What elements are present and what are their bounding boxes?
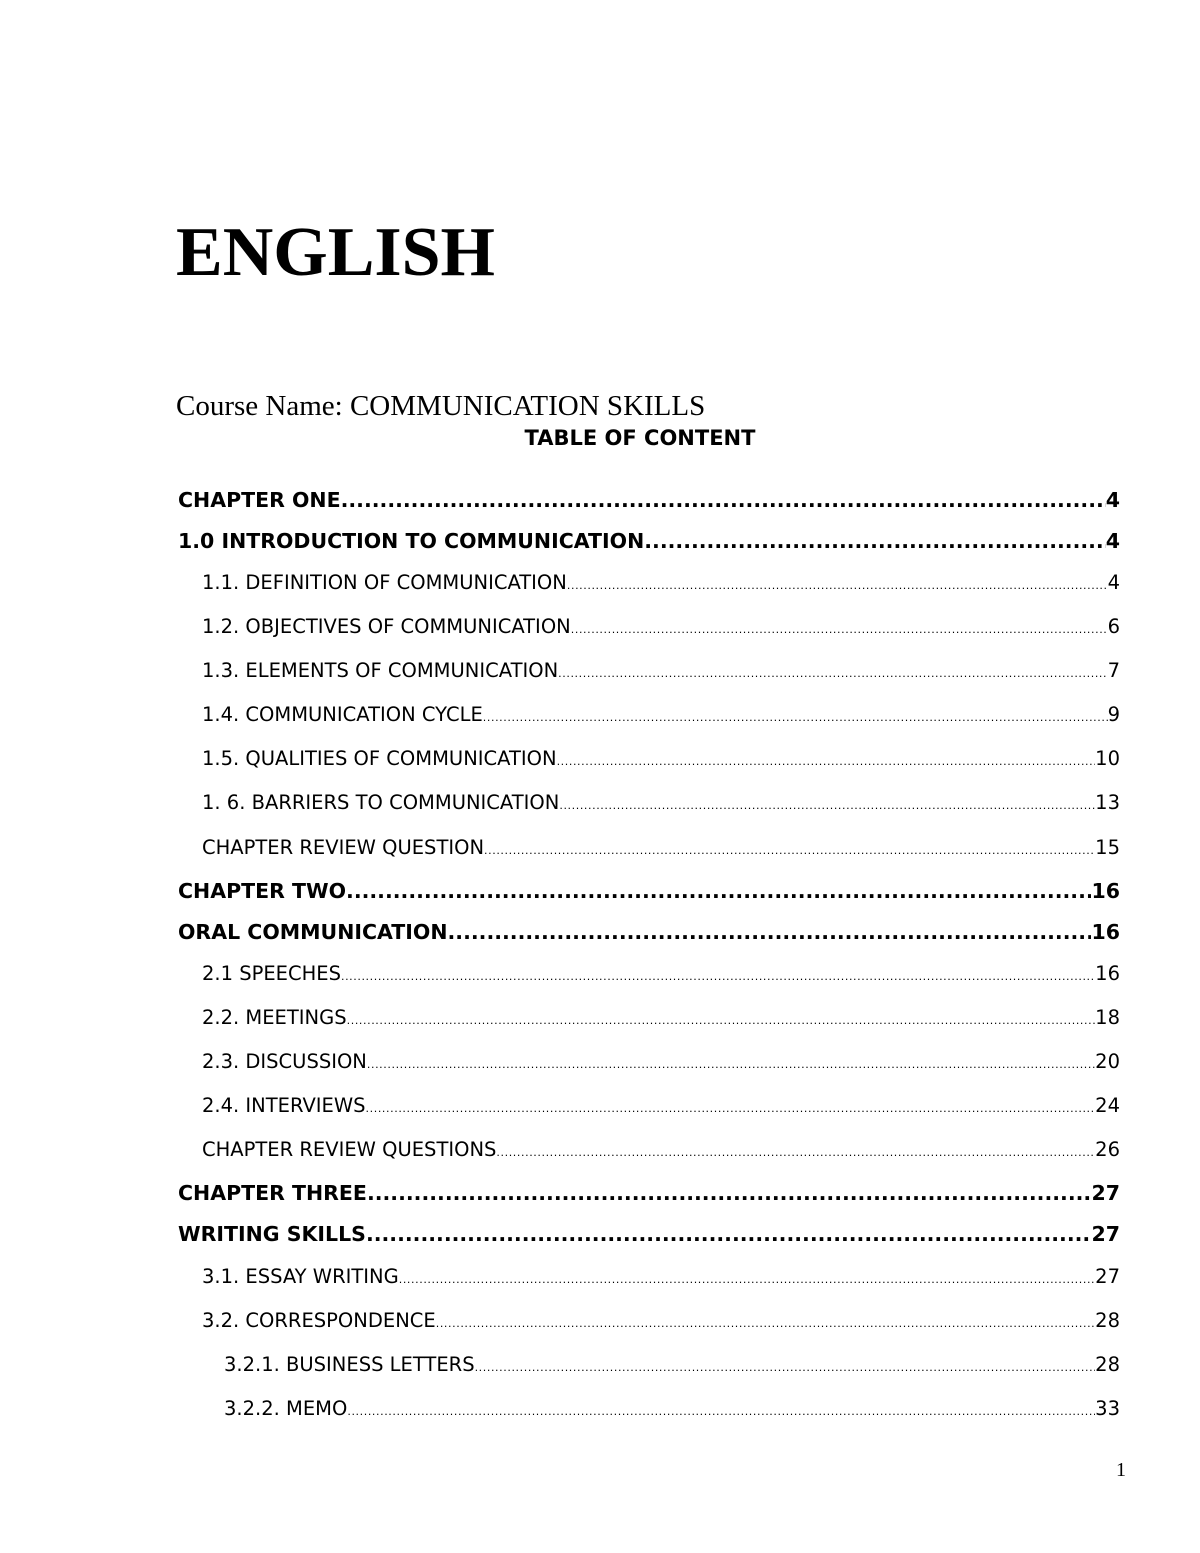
toc-entry[interactable] [202,836,1120,859]
toc-entry-title: 2.4. INTERVIEWS [202,1094,366,1117]
toc-entry[interactable] [202,1006,1120,1029]
toc-dot-leader [448,920,1092,944]
toc-entry-title: 3.1. ESSAY WRITING [202,1265,399,1288]
toc-entry-title: CHAPTER TWO [178,879,347,903]
toc-dot-leader [347,1405,1095,1418]
toc-entry-page: 16 [1095,962,1120,985]
toc-entry[interactable] [202,1094,1120,1117]
toc-entry-title: CHAPTER ONE [178,488,341,512]
toc-dot-leader [347,1014,1096,1027]
toc-dot-leader [496,1146,1095,1159]
toc-entry[interactable] [202,1265,1120,1288]
toc-entry[interactable] [178,529,1120,553]
toc-entry[interactable] [202,1138,1120,1161]
toc-heading: TABLE OF CONTENT [524,426,756,450]
toc-entry-page: 15 [1095,836,1120,859]
toc-dot-leader [366,1102,1096,1115]
toc-entry[interactable] [224,1353,1120,1376]
toc-entry[interactable] [178,920,1120,944]
toc-entry-title: 2.2. MEETINGS [202,1006,347,1029]
toc-entry-page: 28 [1095,1309,1120,1332]
toc-entry-page: 4 [1105,529,1120,553]
toc-entry[interactable] [202,703,1120,726]
document-title: ENGLISH [176,214,495,291]
course-name: Course Name: COMMUNICATION SKILLS [176,390,706,422]
toc-entry[interactable] [178,488,1120,512]
toc-dot-leader [483,711,1108,724]
toc-entry[interactable] [202,747,1120,770]
toc-dot-leader [366,1222,1092,1246]
toc-entry-page: 7 [1107,659,1120,682]
toc-dot-leader [567,579,1108,592]
toc-entry-title: 1.5. QUALITIES OF COMMUNICATION [202,747,557,770]
toc-entry-title: 1.3. ELEMENTS OF COMMUNICATION [202,659,559,682]
toc-dot-leader [399,1273,1095,1286]
toc-entry[interactable] [202,1050,1120,1073]
toc-entry-title: 3.2.1. BUSINESS LETTERS [224,1353,475,1376]
toc-dot-leader [644,529,1105,553]
toc-entry-page: 27 [1091,1181,1120,1205]
page-number: 1 [1116,1459,1126,1481]
toc-dot-leader [341,970,1095,983]
toc-dot-leader [346,879,1091,903]
toc-entry-page: 24 [1095,1094,1120,1117]
toc-entry-page: 6 [1107,615,1120,638]
toc-entry-title: 1.0 INTRODUCTION TO COMMUNICATION [178,529,645,553]
toc-dot-leader [571,623,1108,636]
toc-dot-leader [557,755,1096,768]
toc-entry[interactable] [202,571,1120,594]
toc-entry[interactable] [202,1309,1120,1332]
toc-entry-title: 1.2. OBJECTIVES OF COMMUNICATION [202,615,571,638]
toc-entry-page: 16 [1091,920,1120,944]
toc-entry-title: CHAPTER THREE [178,1181,367,1205]
toc-entry-title: ORAL COMMUNICATION [178,920,448,944]
toc-entry-page: 10 [1095,747,1120,770]
toc-entry-title: 3.2.2. MEMO [224,1397,348,1420]
toc-entry-page: 27 [1091,1222,1120,1246]
toc-dot-leader [367,1058,1095,1071]
toc-entry-title: 2.3. DISCUSSION [202,1050,367,1073]
toc-entry-page: 4 [1105,488,1120,512]
toc-entry-page: 33 [1095,1397,1120,1420]
toc-entry-page: 27 [1095,1265,1120,1288]
toc-entry[interactable] [202,659,1120,682]
toc-entry-page: 28 [1095,1353,1120,1376]
toc-entry-title: CHAPTER REVIEW QUESTIONS [202,1138,497,1161]
toc-entry-page: 18 [1095,1006,1120,1029]
toc-entry[interactable] [178,1181,1120,1205]
toc-entry-title: 1.4. COMMUNICATION CYCLE [202,703,483,726]
toc-entry-title: 1. 6. BARRIERS TO COMMUNICATION [202,791,560,814]
toc-entry-page: 13 [1095,791,1120,814]
toc-dot-leader [367,1181,1092,1205]
toc-entry-title: 2.1 SPEECHES [202,962,341,985]
toc-dot-leader [436,1317,1095,1330]
toc-entry-title: CHAPTER REVIEW QUESTION [202,836,485,859]
toc-entry-page: 9 [1107,703,1120,726]
toc-entry[interactable] [202,962,1120,985]
toc-dot-leader [559,799,1095,812]
toc-dot-leader [484,844,1095,857]
toc-dot-leader [558,667,1107,680]
toc-entry-page: 20 [1095,1050,1120,1073]
toc-entry-page: 4 [1107,571,1120,594]
toc-entry-page: 16 [1091,879,1120,903]
toc-entry-page: 26 [1095,1138,1120,1161]
toc-dot-leader [341,488,1106,512]
toc-entry[interactable] [202,615,1120,638]
toc-entry[interactable] [224,1397,1120,1420]
toc-entry-title: WRITING SKILLS [178,1222,366,1246]
toc-entry[interactable] [178,1222,1120,1246]
toc-entry-title: 1.1. DEFINITION OF COMMUNICATION [202,571,567,594]
toc-entry-title: 3.2. CORRESPONDENCE [202,1309,436,1332]
toc-entry[interactable] [202,791,1120,814]
toc-entry[interactable] [178,879,1120,903]
toc-dot-leader [475,1361,1096,1374]
